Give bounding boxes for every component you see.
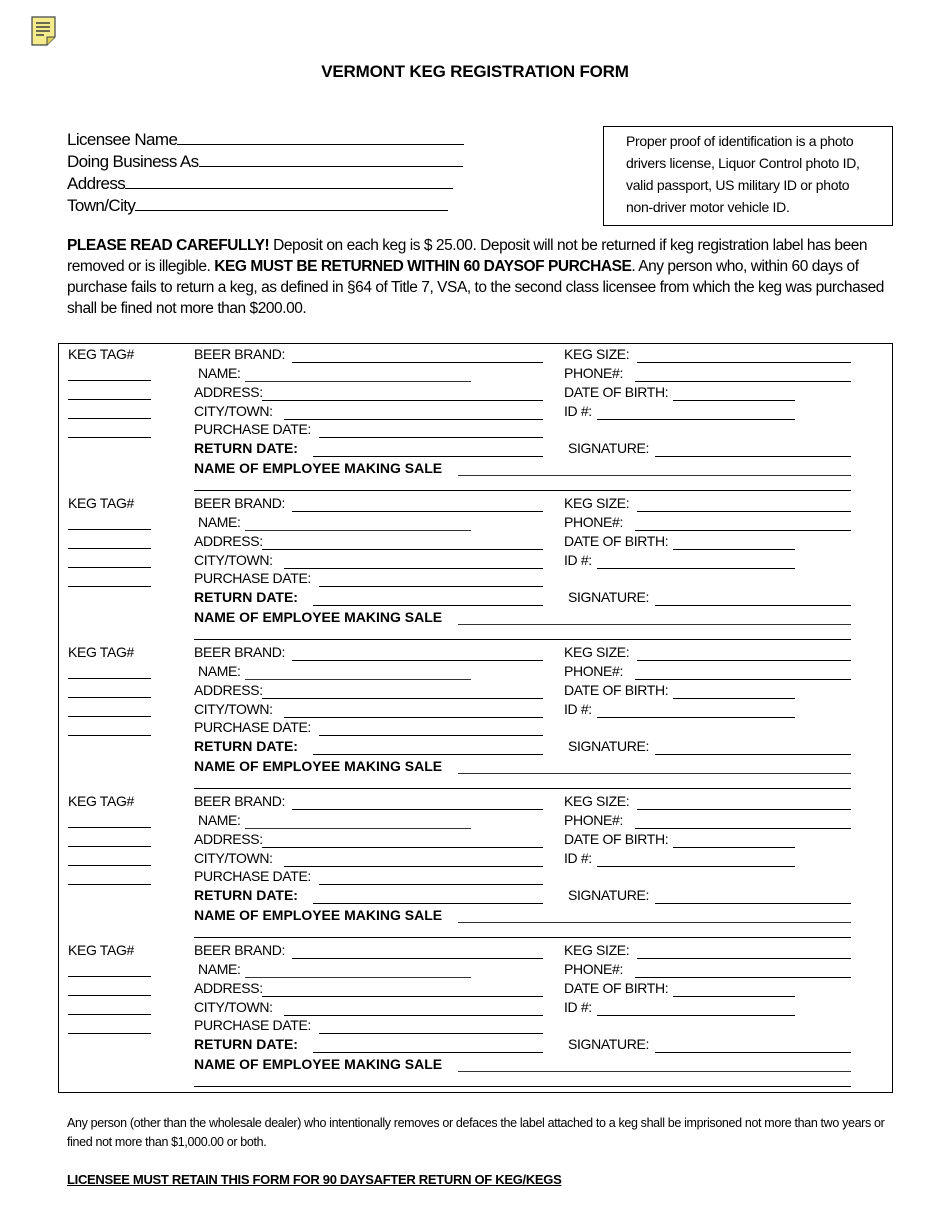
dob-label: DATE OF BIRTH:	[564, 980, 669, 996]
keg-size-label: KEG SIZE:	[564, 495, 630, 511]
return-date-label: RETURN DATE:	[194, 1036, 298, 1052]
keg-tag-input-3[interactable]	[68, 418, 151, 419]
dba-field[interactable]	[67, 150, 463, 172]
purchase-date-input[interactable]	[319, 884, 543, 885]
retain-notice: LICENSEE MUST RETAIN THIS FORM FOR 90 DAYSAFTER RETURN OF KEG/KEGS	[67, 1172, 562, 1187]
entry-separator	[194, 490, 851, 491]
keg-tag-label: KEG TAG#	[68, 495, 134, 511]
beer-brand-input[interactable]	[292, 809, 543, 810]
keg-size-input[interactable]	[637, 362, 851, 363]
id-requirements-line: valid passport, US military ID or photo	[626, 177, 850, 193]
dob-input[interactable]	[673, 400, 795, 401]
employee-label: NAME OF EMPLOYEE MAKING SALE	[194, 1056, 443, 1072]
dob-input[interactable]	[673, 996, 795, 997]
keg-size-label: KEG SIZE:	[564, 644, 630, 660]
signature-input[interactable]	[655, 754, 851, 755]
signature-input[interactable]	[655, 456, 851, 457]
signature-label: SIGNATURE:	[568, 440, 650, 456]
name-input[interactable]	[245, 381, 471, 382]
purchase-date-label: PURCHASE DATE:	[194, 570, 311, 586]
beer-brand-input[interactable]	[292, 660, 543, 661]
address-label: ADDRESS:	[194, 831, 263, 847]
purchase-date-label: PURCHASE DATE:	[194, 421, 311, 437]
city-town-label: CITY/TOWN:	[194, 850, 273, 866]
keg-tag-input-2[interactable]	[68, 548, 151, 549]
keg-entry	[59, 344, 894, 493]
address-input[interactable]	[262, 400, 543, 401]
id-label: ID #:	[564, 701, 592, 717]
keg-size-input[interactable]	[637, 958, 851, 959]
beer-brand-label: BEER BRAND:	[194, 942, 286, 958]
address-label: ADDRESS:	[194, 533, 263, 549]
keg-tag-label: KEG TAG#	[68, 644, 134, 660]
dob-input[interactable]	[673, 549, 795, 550]
dob-label: DATE OF BIRTH:	[564, 682, 669, 698]
phone-label: PHONE#:	[564, 961, 624, 977]
dob-label: DATE OF BIRTH:	[564, 533, 669, 549]
purchase-date-label: PURCHASE DATE:	[194, 1017, 311, 1033]
entry-separator	[194, 1086, 851, 1087]
signature-input[interactable]	[655, 1052, 851, 1053]
purchase-date-input[interactable]	[319, 1033, 543, 1034]
keg-registration-grid	[58, 343, 893, 1093]
keg-size-label: KEG SIZE:	[564, 346, 630, 362]
city-town-input[interactable]	[284, 1015, 543, 1016]
employee-label: NAME OF EMPLOYEE MAKING SALE	[194, 609, 443, 625]
keg-tag-input-3[interactable]	[68, 865, 151, 866]
return-date-input[interactable]	[313, 605, 543, 606]
notice-text-1: Deposit on each keg is $ 25.00. Deposit will not be returned if keg registration label has been removed or is illegible.	[67, 237, 868, 275]
town-city-label: Town/City	[67, 196, 136, 215]
return-date-label: RETURN DATE:	[194, 589, 298, 605]
name-input[interactable]	[245, 977, 471, 978]
employee-input[interactable]	[458, 475, 851, 476]
return-date-label: RETURN DATE:	[194, 887, 298, 903]
address-label: ADDRESS:	[194, 384, 263, 400]
signature-label: SIGNATURE:	[568, 887, 650, 903]
phone-label: PHONE#:	[564, 663, 624, 679]
employee-label: NAME OF EMPLOYEE MAKING SALE	[194, 460, 443, 476]
signature-input[interactable]	[655, 605, 851, 606]
id-label: ID #:	[564, 850, 592, 866]
keg-entry	[59, 791, 894, 940]
keg-tag-input-3[interactable]	[68, 567, 151, 568]
purchase-date-input[interactable]	[319, 735, 543, 736]
entry-separator	[194, 639, 851, 640]
keg-tag-input-1[interactable]	[68, 976, 151, 977]
phone-label: PHONE#:	[564, 514, 624, 530]
beer-brand-label: BEER BRAND:	[194, 793, 286, 809]
employee-input[interactable]	[458, 773, 851, 774]
address-input[interactable]	[262, 549, 543, 550]
keg-tag-label: KEG TAG#	[68, 793, 134, 809]
return-date-label: RETURN DATE:	[194, 738, 298, 754]
signature-label: SIGNATURE:	[568, 738, 650, 754]
city-town-label: CITY/TOWN:	[194, 552, 273, 568]
phone-label: PHONE#:	[564, 812, 624, 828]
id-label: ID #:	[564, 403, 592, 419]
town-city-field[interactable]	[67, 194, 448, 216]
id-requirements-line: non-driver motor vehicle ID.	[626, 199, 790, 215]
phone-input[interactable]	[635, 381, 851, 382]
city-town-label: CITY/TOWN:	[194, 403, 273, 419]
beer-brand-label: BEER BRAND:	[194, 495, 286, 511]
name-label: NAME:	[198, 812, 241, 828]
keg-tag-input-2[interactable]	[68, 995, 151, 996]
keg-tag-input-2[interactable]	[68, 399, 151, 400]
keg-tag-input-4[interactable]	[68, 884, 151, 885]
keg-tag-input-2[interactable]	[68, 846, 151, 847]
keg-tag-label: KEG TAG#	[68, 346, 134, 362]
keg-size-label: KEG SIZE:	[564, 793, 630, 809]
purchase-date-label: PURCHASE DATE:	[194, 719, 311, 735]
keg-size-input[interactable]	[637, 809, 851, 810]
keg-tag-input-4[interactable]	[68, 735, 151, 736]
address-label: Address	[67, 174, 126, 193]
keg-tag-input-4[interactable]	[68, 437, 151, 438]
keg-tag-input-1[interactable]	[68, 380, 151, 381]
return-date-input[interactable]	[313, 1052, 543, 1053]
name-label: NAME:	[198, 514, 241, 530]
purchase-date-input[interactable]	[319, 437, 543, 438]
employee-input[interactable]	[458, 624, 851, 625]
keg-size-label: KEG SIZE:	[564, 942, 630, 958]
notice-text-2: . Any person who, within 60 days of purchase fails to return a keg, as defined in §64 of Title 7, VSA, to the second class licensee from which the keg was purchased shall be fined not more than $200.00.	[67, 258, 884, 317]
id-input[interactable]	[597, 568, 795, 569]
keg-entry	[59, 493, 894, 642]
name-label: NAME:	[198, 961, 241, 977]
dob-input[interactable]	[673, 698, 795, 699]
employee-input[interactable]	[458, 922, 851, 923]
penalty-notice: Any person (other than the wholesale dealer) who intentionally removes or defaces the label attached to a keg shall be imprisoned not more than two years or fined not more than $1,000.00 or both.	[67, 1116, 885, 1149]
entry-separator	[194, 788, 851, 789]
entry-separator	[194, 937, 851, 938]
address-label: ADDRESS:	[194, 980, 263, 996]
keg-tag-input-1[interactable]	[68, 529, 151, 530]
phone-input[interactable]	[635, 977, 851, 978]
beer-brand-input[interactable]	[292, 958, 543, 959]
keg-tag-input-1[interactable]	[68, 827, 151, 828]
notice-emphasis: KEG MUST BE RETURNED WITHIN 60 DAYSOF PURCHASE	[214, 258, 632, 275]
id-requirements-line: Proper proof of identification is a photo	[626, 133, 854, 149]
dob-label: DATE OF BIRTH:	[564, 384, 669, 400]
town-city-input[interactable]	[135, 194, 448, 211]
return-date-input[interactable]	[313, 903, 543, 904]
dob-label: DATE OF BIRTH:	[564, 831, 669, 847]
keg-tag-input-3[interactable]	[68, 716, 151, 717]
name-input[interactable]	[245, 530, 471, 531]
id-label: ID #:	[564, 552, 592, 568]
city-town-input[interactable]	[284, 568, 543, 569]
notice-lead: PLEASE READ CAREFULLY!	[67, 237, 270, 254]
keg-tag-input-4[interactable]	[68, 1033, 151, 1034]
id-input[interactable]	[597, 717, 795, 718]
dob-input[interactable]	[673, 847, 795, 848]
id-input[interactable]	[597, 1015, 795, 1016]
id-requirements-line: drivers license, Liquor Control photo ID,	[626, 155, 860, 171]
beer-brand-label: BEER BRAND:	[194, 346, 286, 362]
dba-label: Doing Business As	[67, 152, 199, 171]
address-input[interactable]	[262, 996, 543, 997]
id-requirements-box	[603, 126, 893, 226]
address-field[interactable]	[67, 172, 453, 194]
name-label: NAME:	[198, 365, 241, 381]
keg-entry	[59, 642, 894, 791]
return-date-input[interactable]	[313, 754, 543, 755]
address-input[interactable]	[262, 698, 543, 699]
keg-size-input[interactable]	[637, 660, 851, 661]
signature-label: SIGNATURE:	[568, 1036, 650, 1052]
licensee-name-field[interactable]	[67, 128, 464, 150]
id-label: ID #:	[564, 999, 592, 1015]
keg-tag-input-3[interactable]	[68, 1014, 151, 1015]
employee-input[interactable]	[458, 1071, 851, 1072]
address-label: ADDRESS:	[194, 682, 263, 698]
address-input[interactable]	[262, 847, 543, 848]
city-town-label: CITY/TOWN:	[194, 999, 273, 1015]
phone-input[interactable]	[635, 530, 851, 531]
city-town-input[interactable]	[284, 866, 543, 867]
signature-input[interactable]	[655, 903, 851, 904]
signature-label: SIGNATURE:	[568, 589, 650, 605]
purchase-date-label: PURCHASE DATE:	[194, 868, 311, 884]
dba-input[interactable]	[199, 150, 463, 167]
city-town-input[interactable]	[284, 419, 543, 420]
employee-label: NAME OF EMPLOYEE MAKING SALE	[194, 907, 443, 923]
name-label: NAME:	[198, 663, 241, 679]
return-date-input[interactable]	[313, 456, 543, 457]
note-icon	[30, 15, 58, 47]
licensee-name-input[interactable]	[177, 128, 464, 145]
name-input[interactable]	[245, 828, 471, 829]
city-town-label: CITY/TOWN:	[194, 701, 273, 717]
keg-size-input[interactable]	[637, 511, 851, 512]
form-title: VERMONT KEG REGISTRATION FORM	[321, 62, 629, 81]
purchase-date-input[interactable]	[319, 586, 543, 587]
keg-tag-label: KEG TAG#	[68, 942, 134, 958]
beer-brand-label: BEER BRAND:	[194, 644, 286, 660]
deposit-notice	[67, 235, 897, 319]
phone-input[interactable]	[635, 828, 851, 829]
keg-tag-input-4[interactable]	[68, 586, 151, 587]
keg-tag-input-1[interactable]	[68, 678, 151, 679]
city-town-input[interactable]	[284, 717, 543, 718]
address-input[interactable]	[125, 172, 453, 189]
name-input[interactable]	[245, 679, 471, 680]
return-date-label: RETURN DATE:	[194, 440, 298, 456]
id-input[interactable]	[597, 866, 795, 867]
phone-input[interactable]	[635, 679, 851, 680]
employee-label: NAME OF EMPLOYEE MAKING SALE	[194, 758, 443, 774]
keg-entry	[59, 940, 894, 1089]
keg-tag-input-2[interactable]	[68, 697, 151, 698]
beer-brand-input[interactable]	[292, 511, 543, 512]
id-input[interactable]	[597, 419, 795, 420]
phone-label: PHONE#:	[564, 365, 624, 381]
licensee-name-label: Licensee Name	[67, 130, 178, 149]
beer-brand-input[interactable]	[292, 362, 543, 363]
